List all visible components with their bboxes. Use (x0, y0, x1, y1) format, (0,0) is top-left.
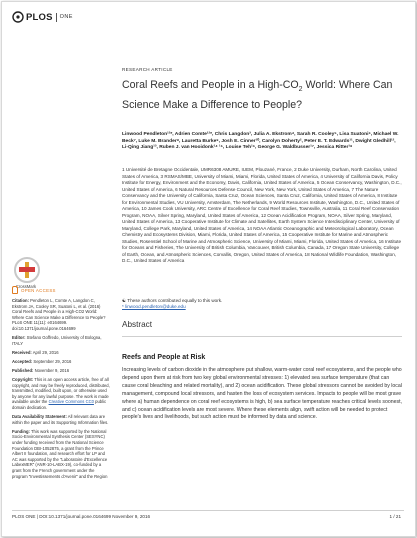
received-date: April 29, 2016 (32, 349, 59, 355)
abstract-heading: Abstract (122, 320, 153, 329)
footer-citation: PLOS ONE | DOI:10.1371/journal.pone.0164699 November 9, 2016 (12, 514, 151, 519)
funding-text: This work was supported by the National Socio-Environmental Synthesis Center (SESYNC) under funding received from the National Science Foundation DBI-1052875, a grant from the Prince Albert II foundation, and research effort for LP and AC was supported by the "Laboratoire d'Excellence LabexMER" (ANR-10-LABX-19), co-funded by a grant from the French government under the program "Investissements d'Avenir" and the Region (12, 428, 108, 479)
title-subscript: 2 (298, 86, 303, 94)
title-part-2: World: Where Can Science Make a Difference to People? (122, 79, 393, 111)
received-label: Received: (12, 349, 32, 355)
journal-logo[interactable] (12, 11, 73, 23)
copyright-label: Copyright: (12, 377, 34, 383)
plos-logo-icon (12, 11, 24, 23)
journal-brand: PLOS (26, 11, 53, 23)
published-block (12, 368, 110, 374)
open-access-badge (12, 286, 56, 294)
author-footnotes (122, 298, 402, 311)
data-availability-block (12, 414, 110, 425)
accepted-date: September 29, 2016 (33, 358, 72, 364)
article-type: RESEARCH ARTICLE (122, 67, 173, 72)
journal-brand-sub: ONE (59, 14, 73, 20)
title-part-1: Coral Reefs and People in a High-CO (122, 79, 299, 91)
article-page (1, 1, 416, 537)
citation-text: Pendleton L, Comte A, Langdon C, Ekstrom JA, Cooley SR, Suatoni L, et al. (2016) Coral Reefs and People in a High-CO2 World: Where Can Science Make a Difference to People? PLoS ONE 11(11): e0164699. doi:10.1371/journal.pone.0164699 (12, 298, 106, 331)
affiliations: 1 Université de Bretagne Occidentale, UMR6308 AMURE, IUEM, Plouzané, France, 2 Duke University, Durham, North Carolina, United States of America, 3 RSMAS/MBE, University of Miami, Miami, Florida, United States of America, 4 University of California Davis, Policy Institute for Energy, Environment and the Economy, Davis, California, United States of America, 5 Ocean Conservancy, Washington, D.C., United States of America, 6 Natural Resources Defense Council, New York, New York, United States of America, 7 The Nature Conservancy and the University of California, Santa Cruz, Ocean Sciences, Santa Cruz, California, United States of America, 8 Institute for Environmental Studies, VU University, Amsterdam, The Netherlands, 9 World Resources Institute, Washington, D.C., United States of America, 10 James Cook University, ARC Centre of Excellence for Coral Reef Studies, Townsville, Australia, 11 Coral Reef Conservation Program, NOAA, Silver Spring, Maryland, United States of America, 12 Ocean Acidification Program, NOAA, Silver Spring, Maryland, United States of America, 13 Cooperative Institute for Climate and Satellites, Earth System Science Interdisciplinary Center, University of Maryland, College Park, Maryland, United States of America, 14 NOAA Atlantic Oceanographic and Meteorological Laboratory, Ocean Chemistry and Ecosystems Division, Miami, Florida, United States of America, 15 Cooperative Institute for Marine and Atmospheric Studies, Rosenstiel School of Marine and Atmospheric Science, University of Miami, Miami, Florida, United States of America, 16 Institute for Oceans and Fisheries, The University of British Columbia, Vancouver, British Columbia, Canada, 17 Oregon State University, College of Earth, Ocean, and Atmospheric Sciences, Corvallis, Oregon, United States of America, 18 National Wildlife Foundation, Washington, D.C., United States of America (122, 167, 402, 263)
accepted-label: Accepted: (12, 358, 33, 364)
abstract-body: Increasing levels of carbon dioxide in the atmosphere put shallow, warm-water coral reef ecosystems, and the people who depend upon them at risk from two key global environmental stresses: 1) elevated sea surface temperature (that can cause coral bleaching and related mortality), and 2) ocean acidification. These global stressors cannot be avoided by local management, compound local stressors, and hasten the loss of ecosystem services. Impacts to people will be most grave where a) human dependence on coral reef ecosystems is high, b) sea surface temperature reaches critical levels soonest, and c) ocean acidification levels are most severe. Where these elements align, swift action will be needed to protect people's lives and livelihoods, but such action must be informed by data and science. (122, 367, 402, 421)
section-heading: Reefs and People at Risk (122, 354, 206, 361)
copyright-tail: public domain dedication. (12, 399, 107, 410)
data-availability-label: Data Availability Statement: (12, 414, 67, 420)
received-block (12, 350, 110, 356)
crossmark-label: CrossMark (15, 284, 37, 289)
corresponding-email-link[interactable]: * linwood.pendleton@duke.edu (122, 304, 186, 310)
data-availability-text: All relevant data are within the paper and its Supporting Information files. (12, 414, 109, 425)
editor-block (12, 335, 110, 346)
published-date: November 9, 2016 (34, 367, 70, 373)
article-title (122, 78, 402, 112)
citation-block (12, 298, 110, 332)
open-access-label: OPEN ACCESS (21, 287, 56, 293)
published-label: Published: (12, 367, 34, 373)
accepted-block (12, 359, 110, 365)
footer-divider (12, 510, 404, 511)
crossmark-badge[interactable] (11, 257, 41, 289)
funding-block (12, 429, 110, 479)
editor-text: Stefano Goffredo, University of Bologna, ITALY (12, 335, 102, 346)
editor-label: Editor: (12, 335, 26, 341)
open-lock-icon (12, 286, 18, 294)
author-list: Linwood Pendleton¹²*, Adrien Comte¹²*, Chris Langdon³, Julia A. Ekstrom⁴, Sarah R. Cooley⁵, Lisa Suatoni⁶, Michael W. Beck⁷, Luke M. Brander⁸, Lauretta Burke⁹, Josh E. Cinner¹⁰, Carolyn Doherty², Peter E. T. Edwards¹¹, Dwight Gledhill¹², Li-Qing Jiang¹³, Ruben J. van Hooidonk¹⁴ ¹⁵, Louise Teh¹⁶, George G. Waldbusser¹⁷, Jessica Ritter¹⁸ (122, 132, 399, 150)
funding-label: Funding: (12, 428, 30, 434)
copyright-text: This is an open access article, free of all copyright, and may be freely reproduced, distributed, transmitted, modified, built upon, or otherwise used by anyone for any lawful purpose. The work is made available under the (12, 377, 110, 405)
equal-contribution-note: ☯ These authors contributed equally to this work. (122, 298, 223, 303)
page-number: 1 / 21 (389, 514, 401, 519)
article-metadata-sidebar (12, 298, 110, 483)
abstract-divider (122, 336, 402, 337)
cc0-license-link[interactable]: Creative Commons CC0 (48, 399, 94, 405)
crossmark-icon (14, 257, 40, 283)
copyright-block (12, 377, 110, 411)
citation-label: Citation: (12, 298, 29, 303)
logo-divider (56, 13, 57, 22)
